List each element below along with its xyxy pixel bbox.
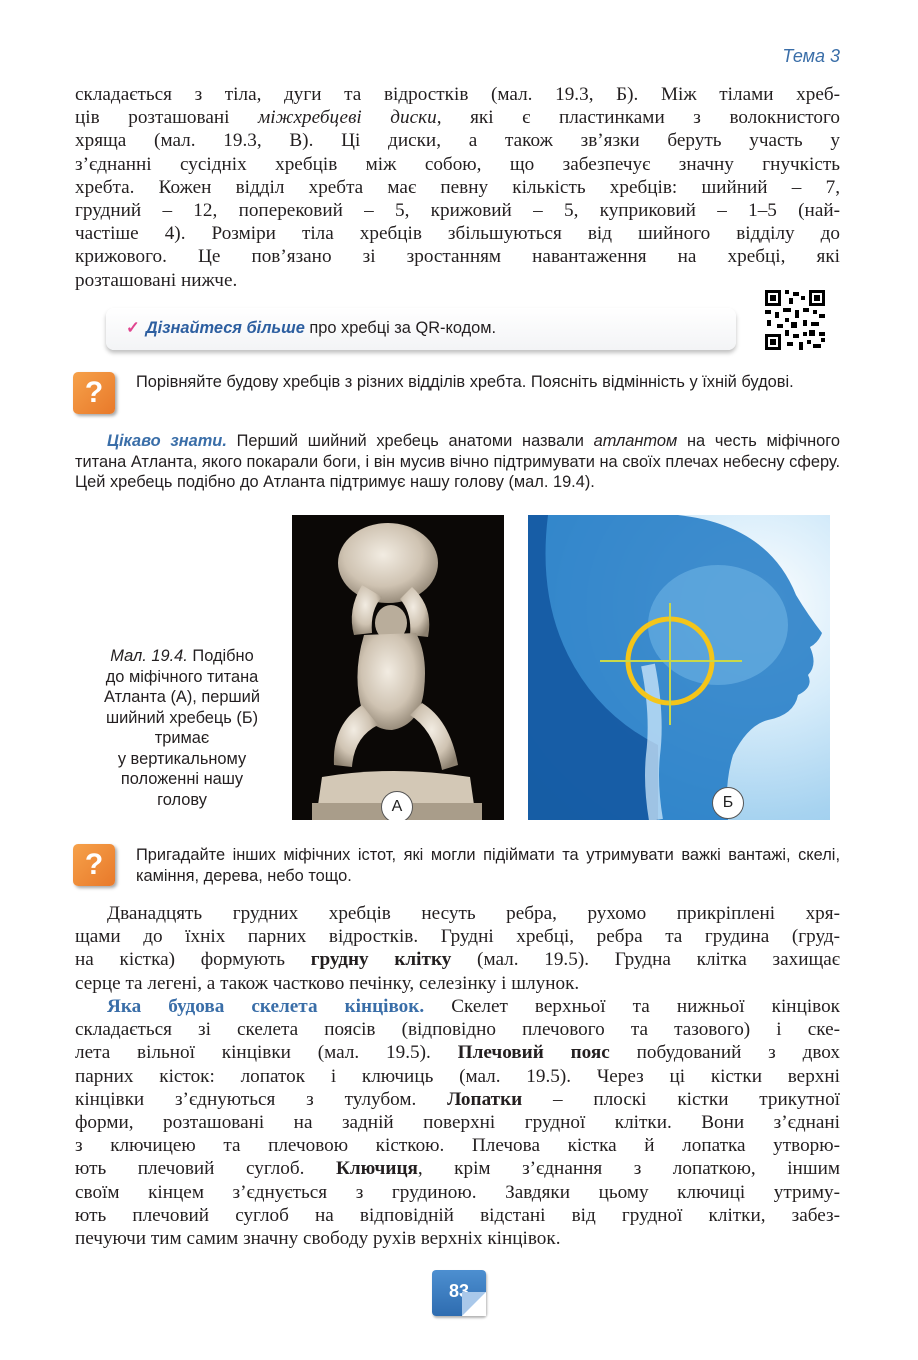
section-heading-limbs: Яка будова скелета кінцівок. bbox=[107, 996, 425, 1017]
qr-note-lead: Дізнайтеся більше bbox=[145, 319, 305, 337]
xray-head-illustration bbox=[528, 515, 830, 820]
text-line: ють плечовий суглоб на відповідній відстані від грудної клітки, забез- bbox=[75, 1204, 840, 1226]
text-line: складається з тіла, дуги та відростків (мал. 19.3, Б). Між тілами хреб- bbox=[75, 84, 840, 105]
text-line: форми, розташовані на задній поверхні грудної клітки. Вони з’єднані bbox=[75, 1112, 840, 1134]
term-clavicle: Ключиця bbox=[335, 1158, 418, 1180]
paragraph-limbs bbox=[75, 995, 840, 1250]
text-span: Подібно bbox=[192, 647, 254, 665]
qr-note-text: про хребці за QR-кодом. bbox=[304, 319, 497, 337]
text-line bbox=[75, 948, 840, 971]
text-line bbox=[75, 1041, 840, 1064]
atlas-statue-illustration bbox=[292, 515, 504, 820]
text-span: (мал. 19.5). Грудна клітка захищає bbox=[451, 949, 841, 971]
term-scapulae: Лопатки bbox=[447, 1088, 523, 1110]
text-line: розташовані нижче. bbox=[75, 269, 238, 291]
text-line bbox=[75, 995, 840, 1018]
text-span: – плоскі кістки трикутної bbox=[522, 1088, 840, 1110]
text-line bbox=[75, 902, 840, 925]
text-span: Дванадцять грудних хребців несуть ребра, рухомо прикріплені хря- bbox=[107, 903, 840, 924]
text-span: Скелет верхньої та нижньої кінцівок bbox=[424, 996, 841, 1017]
text-span: ців розташовані bbox=[75, 107, 259, 129]
figure-label-b: Б bbox=[712, 787, 744, 819]
text-line: щами до їхніх парних відростків. Грудні хребці, ребра та грудина (груд- bbox=[75, 926, 840, 948]
caption-line: до міфічного титана bbox=[105, 667, 259, 686]
qr-code[interactable] bbox=[763, 288, 827, 352]
caption-line: шийний хребець (Б) bbox=[105, 708, 259, 727]
check-icon: ✓ bbox=[126, 319, 140, 337]
term-intervertebral-discs: міжхребцеві диски bbox=[258, 107, 437, 129]
caption-line: голову bbox=[157, 790, 207, 809]
text-line: грудний – 12, поперековий – 5, крижовий – 5, куприковий – 1–5 (най- bbox=[75, 200, 840, 222]
text-line bbox=[75, 106, 840, 129]
qr-note-box bbox=[106, 308, 736, 350]
atlas-statue-image bbox=[292, 515, 504, 820]
text-line: серце та легені, а також частково печінку, селезінку і шлунок. bbox=[75, 972, 580, 994]
qr-code-icon bbox=[763, 288, 827, 352]
term-shoulder-girdle: Плечовий пояс bbox=[457, 1042, 610, 1064]
caption-line: положенні нашу bbox=[120, 770, 244, 788]
text-span: лета вільної кінцівки (мал. 19.5). bbox=[75, 1042, 458, 1064]
cervical-vertebra-xray-image bbox=[528, 515, 830, 820]
text-line: складається зі скелета поясів (відповідно плечового та тазового) і ске- bbox=[75, 1019, 840, 1041]
text-span: на кістка) формують bbox=[75, 949, 311, 971]
caption-figure-number: Мал. 19.4. bbox=[110, 647, 188, 665]
page-number-text: 83 bbox=[448, 1281, 470, 1301]
figure-label-a: А bbox=[381, 791, 413, 820]
caption-line bbox=[86, 646, 278, 667]
text-line bbox=[75, 1157, 840, 1180]
question-mythical-creatures: Пригадайте інших міфічних істот, які могли підіймати та утримувати важкі вантажі, скелі, каміння, дерева, небо тощо. bbox=[136, 846, 840, 885]
text-span: , крім з’єднання з лопаткою, іншим bbox=[417, 1158, 841, 1180]
paragraph-vertebrae bbox=[75, 83, 840, 292]
text-span: Перший шийний хребець анатоми назвали bbox=[226, 432, 594, 450]
text-line bbox=[75, 1088, 840, 1111]
text-line: печуючи тим самим значну свободу рухів верхніх кінцівок. bbox=[75, 1228, 561, 1250]
term-rib-cage: грудну клітку bbox=[310, 949, 452, 971]
question-icon: ? bbox=[73, 372, 115, 414]
text-line: крижового. Це пов’язано зі зростанням навантаження на хребці, які bbox=[75, 246, 840, 268]
page-number bbox=[432, 1270, 486, 1316]
text-span: на честь міфічного титана Атланта, якого покарали боги, і він мусив вічно підтримувати на своїх плечах небесну сферу. Цей хребець подібно до Атланта підтримує нашу голову (мал. 19.4). bbox=[75, 432, 840, 491]
text-line: своїм кінцем з’єднується з грудиною. Завдяки цьому ключиці утриму- bbox=[75, 1181, 840, 1203]
caption-line: у вертикальному bbox=[117, 749, 247, 768]
text-line: хребта. Кожен відділ хребта має певну кількість хребців: шийний – 7, bbox=[75, 176, 840, 198]
text-line: з ключицею та плечовою кісткою. Плечова кістка й лопатка утворю- bbox=[75, 1135, 840, 1157]
question-compare-vertebrae: Порівняйте будову хребців з різних відділів хребта. Поясніть відмінність у їхній будові. bbox=[136, 373, 794, 391]
text-span: побудований з двох bbox=[609, 1042, 840, 1064]
figure-caption bbox=[86, 646, 278, 810]
interesting-fact-lead: Цікаво знати. bbox=[107, 432, 227, 450]
term-atlas: атлантом bbox=[593, 432, 678, 450]
text-line: парних кісток: лопаток і ключиць (мал. 19.5). Через ці кістки верхні bbox=[75, 1065, 840, 1087]
text-span: ють плечовий суглоб. bbox=[75, 1158, 336, 1180]
text-line: з’єднанні сусідніх хребців між собою, що забезпечує значну гнучкість bbox=[75, 153, 840, 175]
text-line: хряща (мал. 19.3, В). Ці диски, а також зв’язки беруть участь у bbox=[75, 130, 840, 152]
caption-line: Атланта (А), перший bbox=[104, 688, 260, 706]
interesting-fact bbox=[75, 431, 840, 493]
text-line: частіше 4). Розміри тіла хребців збільшуються від шийного відділу до bbox=[75, 223, 840, 245]
topic-header: Тема 3 bbox=[782, 46, 840, 66]
text-span: , які є пластинками з волокнистого bbox=[436, 107, 840, 129]
text-span: кінцівки з’єднуються з тулубом. bbox=[75, 1088, 448, 1110]
paragraph-thorax bbox=[75, 902, 840, 995]
caption-line: тримає bbox=[154, 729, 210, 747]
question-icon: ? bbox=[73, 844, 115, 886]
